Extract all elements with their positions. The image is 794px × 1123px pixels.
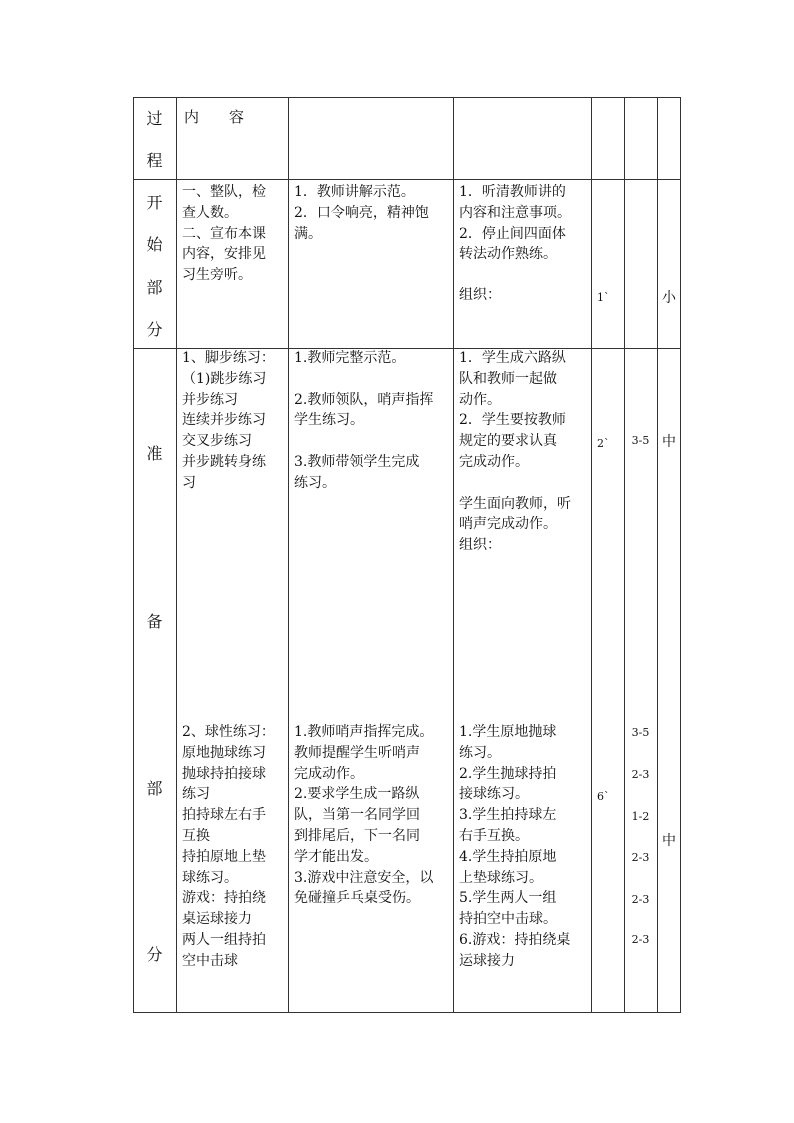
stage-char: 部 [146,278,163,297]
stage-char: 开 [146,193,163,212]
column-divider [624,97,625,1013]
stage-char: 始 [146,235,163,254]
prep-ball-count: 2-3 [631,933,650,946]
prep-ball-count: 2-3 [631,851,650,864]
table-border-right [680,97,681,1013]
prep-ball-teacher: 1.教师哨声指挥完成。 教师提醒学生听哨声 完成动作。 2.要求学生成一路纵 队，当第一名同学回 到排尾后，下一名同 学才能出发。 3.游戏中注意安全，以 免碰撞乒乓桌受伤。 [294,724,434,907]
stage-char: 部 [146,779,163,798]
prep-ball-count: 3-5 [631,726,650,739]
start-content: 一、整队，检 查人数。 二、宣布本课 内容，安排见 习生旁听。 [182,184,266,284]
stage-char: 备 [146,612,163,631]
prep-footwork-time: 2` [597,437,610,450]
start-teacher-method: 1．教师讲解示范。 2．口令响亮，精神饱 满。 [294,184,429,242]
start-intensity: 小 [662,290,676,306]
prep-footwork-intensity: 中 [662,434,676,450]
prep-ball-count: 2-3 [631,893,650,906]
column-divider [591,97,592,1013]
stage-char: 准 [146,444,163,463]
prep-ball-content: 2、球性练习： 原地抛球练习 抛球持拍接球 练习 拍持球左右手 互换 持拍原地上垫 球练习。 游戏：持拍绕 桌运球接力 两人一组持拍 空中击球 [182,724,275,969]
header-process-char: 过 [146,109,163,128]
prep-ball-time: 6` [597,790,610,803]
column-divider [657,97,658,1013]
table-border-bottom [133,1012,681,1013]
column-divider [453,97,454,1013]
prep-footwork-count: 3-5 [631,434,650,447]
prep-ball-count: 1-2 [631,810,650,823]
stage-char: 分 [146,945,163,964]
prep-ball-intensity: 中 [662,833,676,849]
start-student-activity: 1．听清教师讲的 内容和注意事项。 2．停止间四面体 转法动作熟练。 [459,184,571,263]
column-divider [176,97,177,1013]
prep-footwork-teacher: 1.教师完整示范。 2.教师领队，哨声指挥 学生练习。 3.教师带领学生完成 练习。 [294,350,434,491]
header-content: 内 容 [184,108,245,126]
row-divider [133,179,681,180]
table-border-top [133,97,681,98]
start-time: 1` [597,291,610,304]
column-divider [288,97,289,1013]
prep-footwork-content: 1、脚步练习： （1)跳步练习 并步练习 连续并步练习 交叉步练习 并步跳转身练 习 [182,350,275,491]
header-process-char: 程 [146,151,163,170]
prep-footwork-student: 1．学生成六路纵 队和教师一起做 动作。 2．学生要按教师 规定的要求认真 完成动作。 学生面向教师，听 哨声完成动作。 组织： [459,350,571,554]
prep-ball-student: 1.学生原地抛球 练习。 2.学生抛球持拍 接球练习。 3.学生拍持球左 右手互换。 4.学生持拍原地 上垫球练习。 5.学生两人一组 持拍空中击球。 6.游戏：持拍绕桌 运球接力 [459,724,571,969]
prep-ball-count: 2-3 [631,768,650,781]
start-student-org: 组织： [459,287,501,303]
stage-char: 分 [146,320,163,339]
